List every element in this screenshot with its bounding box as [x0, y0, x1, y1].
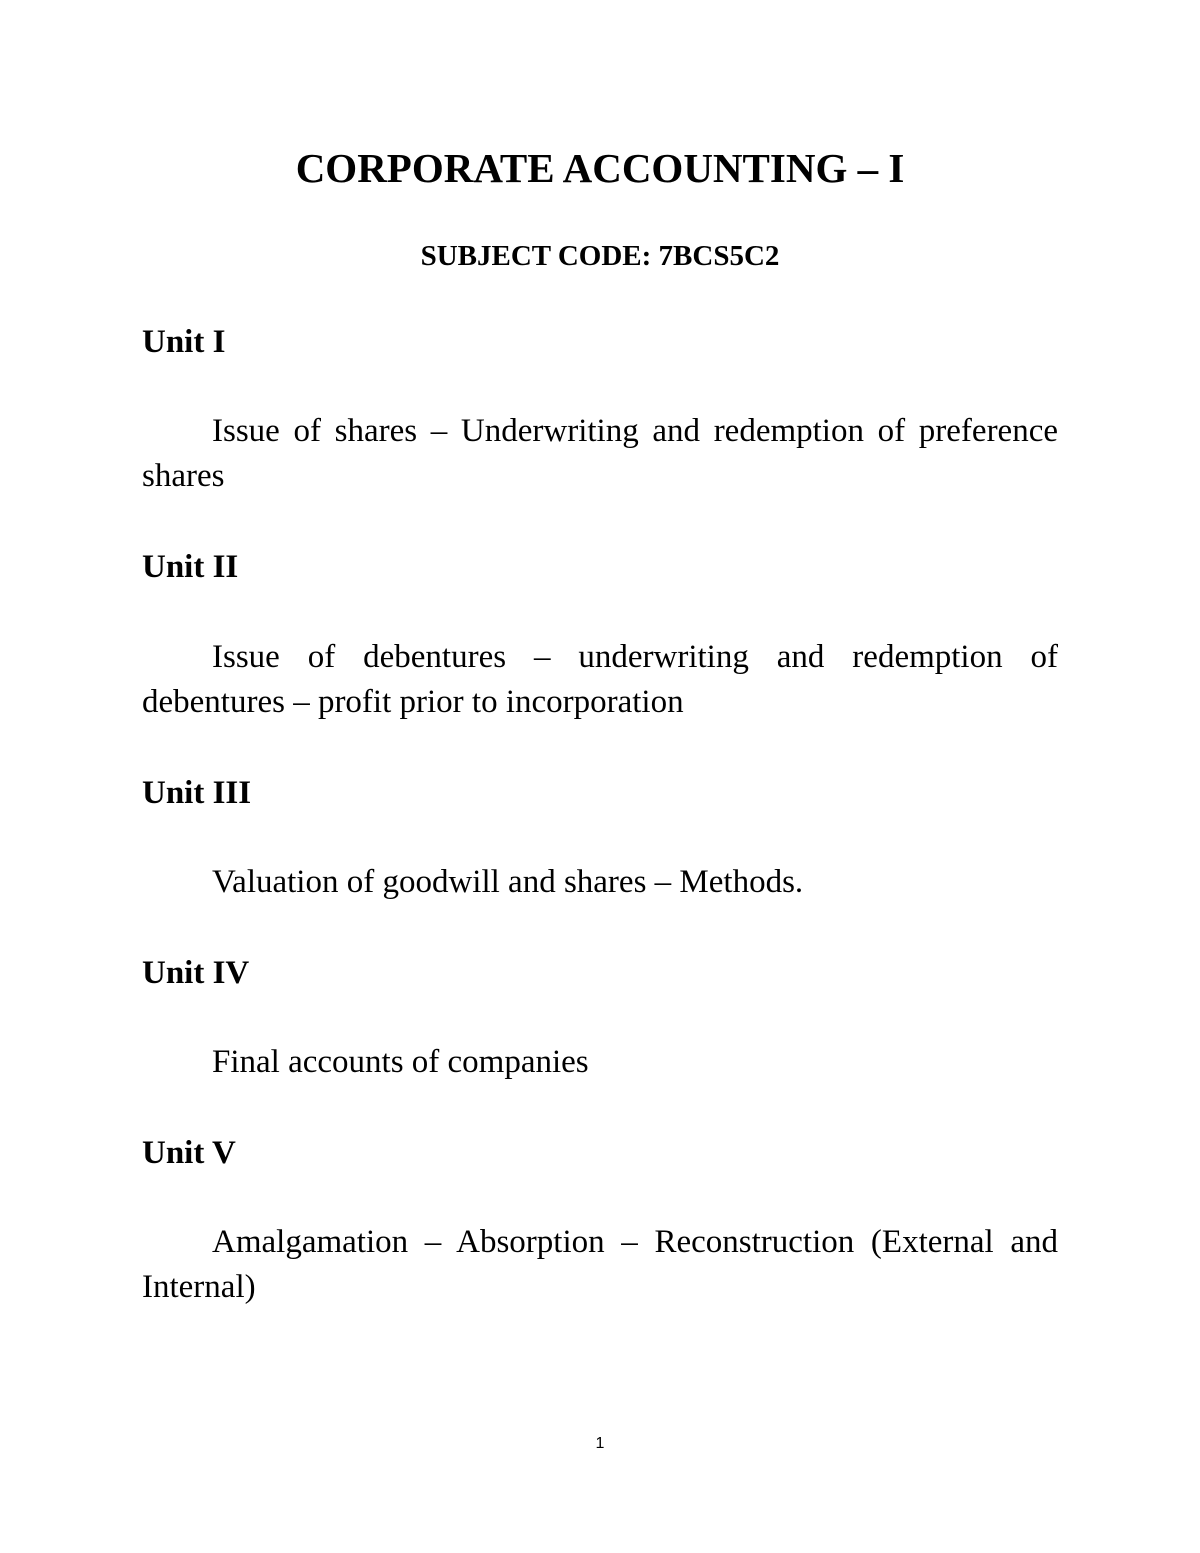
unit-1-description: Issue of shares – Underwriting and redemption of preference shares — [142, 413, 1058, 494]
unit-2-description: Issue of debentures – underwriting and redemption of debentures – profit prior to incorporation — [142, 639, 1058, 720]
page-number: 1 — [595, 1435, 605, 1452]
unit-5-heading: Unit V — [142, 1135, 236, 1171]
unit-1-heading: Unit I — [142, 324, 226, 360]
unit-3-heading: Unit III — [142, 775, 252, 811]
unit-4-heading: Unit IV — [142, 955, 250, 991]
unit-3-description: Valuation of goodwill and shares – Methods. — [212, 864, 804, 900]
unit-4-description: Final accounts of companies — [212, 1044, 589, 1080]
unit-5-description: Amalgamation – Absorption – Reconstruction (External and Internal) — [142, 1224, 1058, 1305]
unit-2-heading: Unit II — [142, 549, 239, 585]
document-title: CORPORATE ACCOUNTING – I — [295, 145, 905, 191]
subject-code: SUBJECT CODE: 7BCS5C2 — [420, 240, 780, 272]
